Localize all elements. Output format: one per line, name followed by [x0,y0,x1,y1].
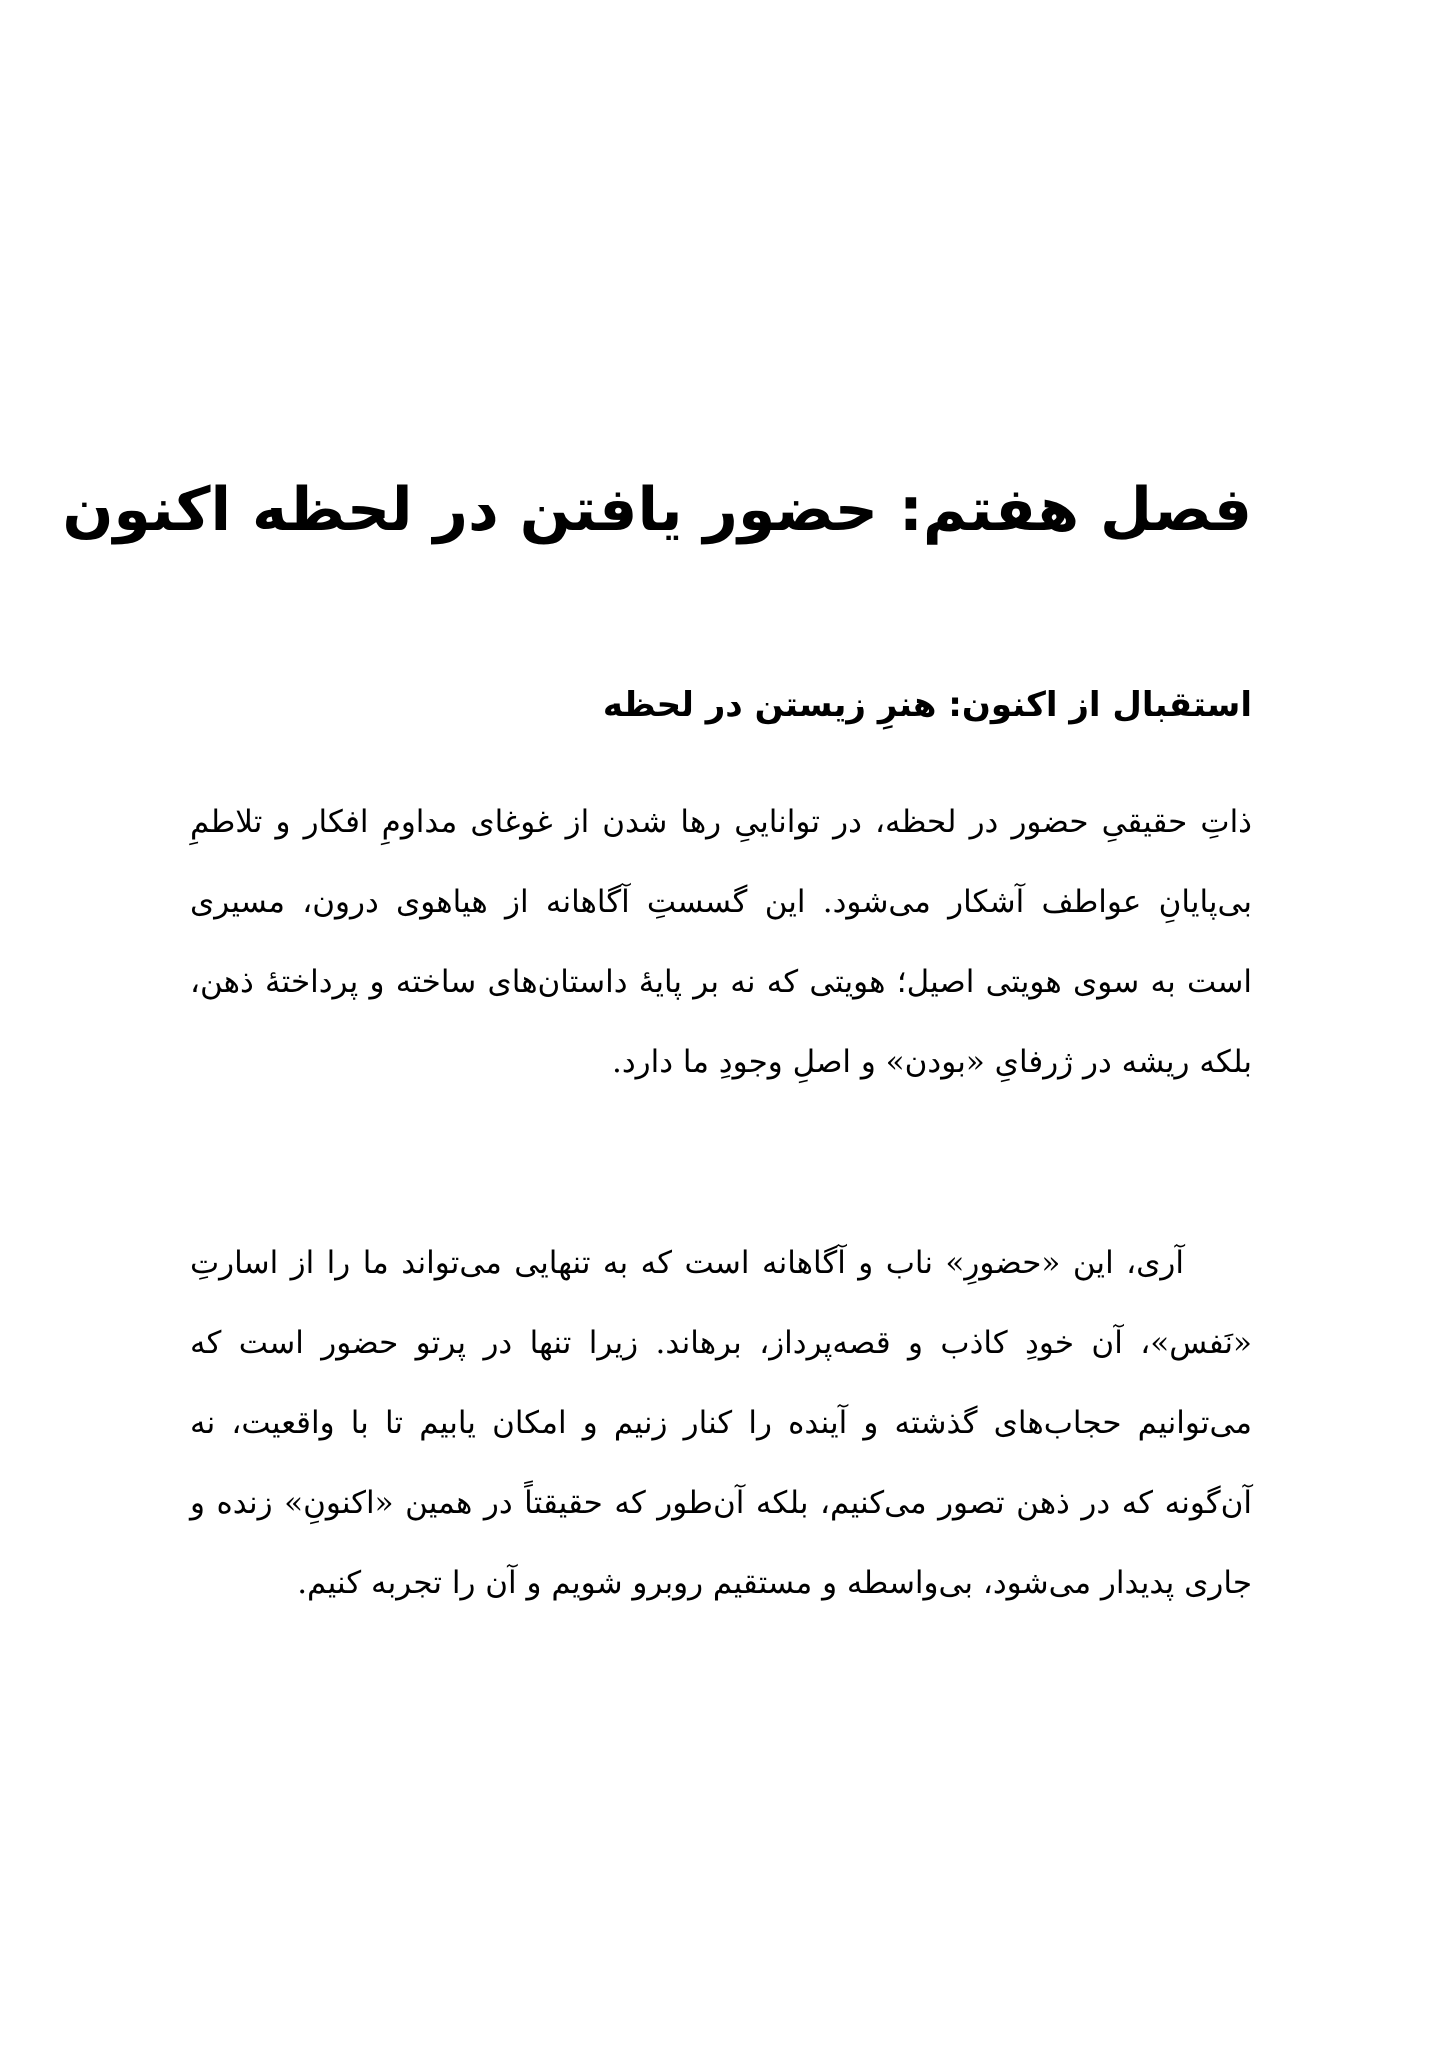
body-paragraph: ذاتِ حقیقیِ حضور در لحظه، در تواناییِ رها شدن از غوغای مداومِ افکار و تلاطمِ بی‌پایانِ عواطف آشکار می‌شود. این گسستِ آگاهانه از هیاهوی درون، مسیری است به سوی هویتی اصیل؛ هویتی که نه بر پایهٔ داستان‌های ساخته و پرداختهٔ ذهن، بلکه ریشه در ژرفایِ «بودن» و اصلِ وجودِ ما دارد. [190,804,1252,1080]
section-heading: استقبال از اکنون: هنرِ زیستن در لحظه [602,685,1252,725]
body-paragraph: آری، این «حضورِ» ناب و آگاهانه است که به تنهایی می‌تواند ما را از اسارتِ «نَفس»، آن خودِ کاذب و قصه‌پرداز، برهاند. زیرا تنها در پرتو حضور است که می‌توانیم حجاب‌های گذشته و آینده را کنار زنیم و امکان یابیم تا با واقعیت، نه آن‌گونه که در ذهن تصور می‌کنیم، بلکه آن‌طور که حقیقتاً در همین «اکنونِ» زنده و جاری پدیدار می‌شود، بی‌واسطه و مستقیم روبرو شویم و آن را تجربه کنیم. [190,1245,1252,1601]
chapter-title: فصل هفتم: حضور یافتن در لحظه اکنون [62,475,1252,545]
